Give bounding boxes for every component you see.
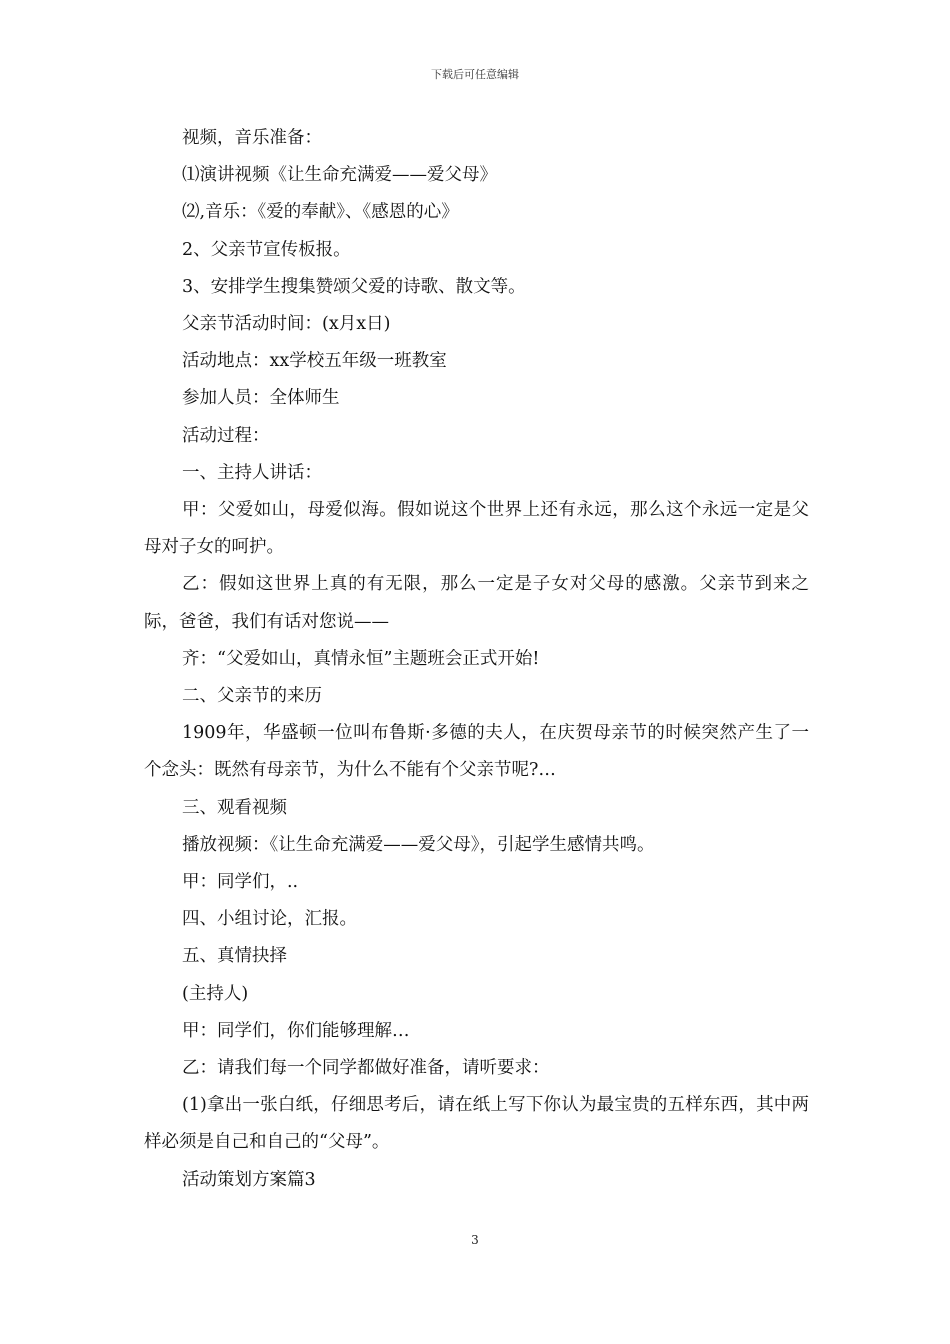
paragraph-host-a-understand: 甲：同学们，你们能够理解… (182, 1020, 410, 1041)
paragraph-participants: 参加人员：全体师生 (182, 388, 340, 409)
paragraph-host-label: (主持人) (182, 983, 249, 1004)
paragraph-activity-process: 活动过程： (182, 425, 270, 446)
page-number: 3 (471, 1233, 479, 1247)
paragraph-blackboard: 2、父亲节宣传板报。 (182, 239, 351, 260)
paragraph-speech-video: ⑴演讲视频《让生命充满爱——爱父母》 (182, 165, 497, 186)
paragraph-host-a-speech: 甲：父爱如山，母爱似海。假如说这个世界上还有永远，那么这个永远一定是父母对子女的呵护。 (144, 500, 809, 558)
document-body (144, 120, 809, 1199)
heading-host-speech: 一、主持人讲话： (182, 462, 322, 483)
paragraph-music: ⑵,音乐：《爱的奉献》、《感恩的心》 (182, 202, 459, 223)
heading-fathers-day-origin: 二、父亲节的来历 (182, 686, 322, 707)
heading-true-choice: 五、真情抉择 (182, 946, 287, 967)
paragraph-video-music-prep: 视频，音乐准备： (182, 128, 322, 148)
paragraph-activity-time: 父亲节活动时间：(x月x日) (182, 314, 391, 335)
paragraph-host-a-classmates: 甲：同学们，.. (182, 872, 299, 893)
paragraph-white-paper-task: (1)拿出一张白纸，仔细思考后，请在纸上写下你认为最宝贵的五样东西，其中两样必须是自己和自己的“父母”。 (144, 1095, 809, 1153)
paragraph-origin-story: 1909年，华盛顿一位叫布鲁斯·多德的夫人，在庆贺母亲节的时候突然产生了一个念头：既然有母亲节，为什么不能有个父亲节呢?… (144, 723, 809, 781)
paragraph-play-video: 播放视频：《让生命充满爱——爱父母》，引起学生感情共鸣。 (182, 834, 655, 855)
paragraph-host-b-speech: 乙：假如这世界上真的有无限，那么一定是子女对父母的感激。父亲节到来之际，爸爸，我们有话对您说—— (144, 574, 809, 632)
heading-group-discussion: 四、小组讨论，汇报。 (182, 909, 357, 930)
heading-watch-video: 三、观看视频 (182, 797, 287, 818)
paragraph-host-b-requirements: 乙：请我们每一个同学都做好准备，请听要求： (182, 1058, 550, 1079)
paragraph-collect-poems: 3、安排学生搜集赞颂父爱的诗歌、散文等。 (182, 276, 526, 297)
paragraph-activity-location: 活动地点：xx学校五年级一班教室 (182, 351, 447, 372)
heading-plan-part-3: 活动策划方案篇3 (182, 1169, 316, 1190)
paragraph-together-start: 齐：“父爱如山，真情永恒”主题班会正式开始! (182, 648, 540, 669)
page-header: 下载后可任意编辑 (431, 68, 519, 81)
